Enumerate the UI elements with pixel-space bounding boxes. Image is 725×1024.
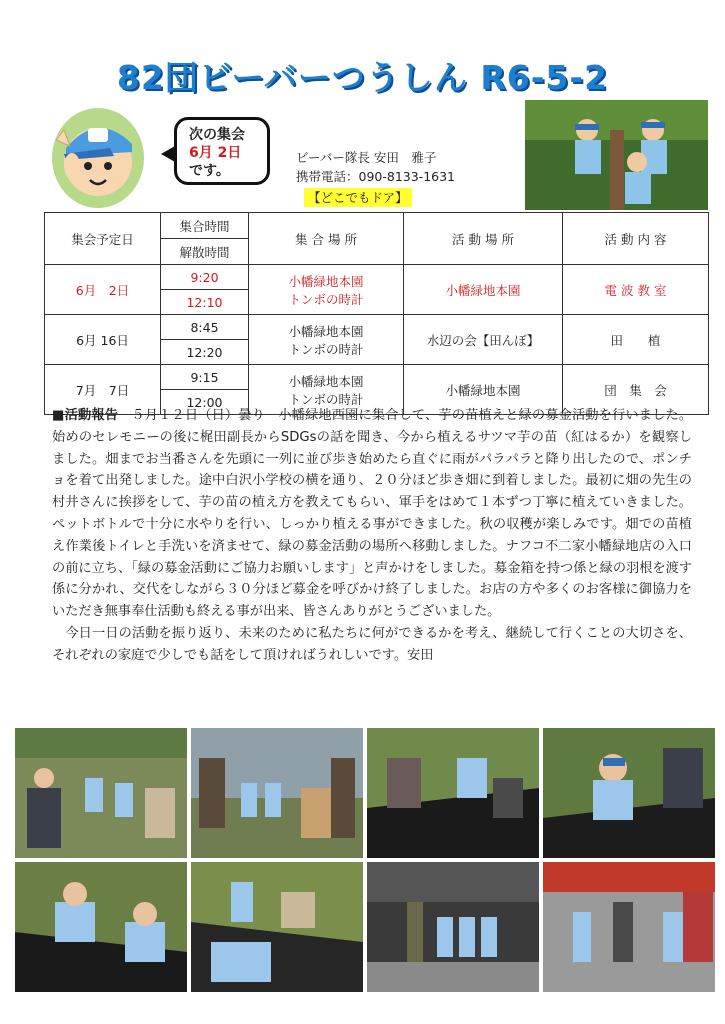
next-meeting-date: 6月 2日: [189, 145, 242, 161]
bubble-line-3: です。: [189, 163, 230, 179]
leader-phone: 携帯電話：090-8133-1631: [296, 169, 456, 184]
row-gather-place: [249, 265, 404, 315]
bubble-line-1: 次の集会: [189, 127, 245, 143]
header-activity: 活 動 内 容: [563, 213, 709, 265]
row-gather-place-line2: トンボの時計: [288, 341, 364, 357]
row-gather-place-line2: トンボの時計: [288, 391, 364, 407]
table-row: [45, 265, 709, 290]
activity-report: [52, 405, 692, 667]
photo-group-gathering: [191, 728, 363, 858]
report-paragraph-2: 今日一日の活動を振り返り、未来のために私たちに何ができるかを考え、継続して行くことの大切さを、それぞれの家庭で少しでも話をして頂ければうれしいです。安田: [52, 625, 692, 663]
report-paragraph-1: ５月１２日（日）曇り 小幡緑地西園に集合して、芋の苗植えと緑の募金活動を行いました。始めのセレモニーの後に梶田副長からSDGsの話を聞き、今から植えるサツマ芋の苗（紅はるか）を観察しました。畑までお当番さんを先頭に一列に並び歩き始めたら直ぐに雨がパラパラと降り出したので、ポンチョを着て出発しました。途中白沢小学校の横を通り、２０分ほど歩き畑に到着しました。最初に畑の先生の村井さんに挨拶をして、芋の苗の植え方を教えてもらい、軍手をはめて１本ずつ丁寧に植えていきました。ペットボトルで十分に水やりを行い、しっかり植える事ができました。秋の収穫が楽しみです。畑での苗植え作業後トイレと手洗いを済ませて、緑の募金活動の場所へ移動しました。ナフコ不二家小幡緑地店の入口の前に立ち、「緑の募金活動にご協力お願いします」と声かけをしました。募金箱を持つ係と緑の羽根を渡す係に分かれ、交代をしながら３０分ほど募金を呼びかけ終了しました。お店の方や多くのお客様に御協力をいただき無事奉仕活動も終える事が出来、皆さんありがとうございました。: [52, 408, 692, 620]
row-start-time: 9:20: [161, 265, 249, 290]
row-activity-place: 小幡緑地本園: [404, 265, 563, 315]
row-date: 6月 2日: [45, 265, 161, 315]
photo-boy-planting: [543, 728, 715, 858]
photo-kneeling-planting: [15, 862, 187, 992]
header-gather-time: 集合時間: [161, 213, 249, 239]
report-heading: ■活動報告: [52, 408, 119, 423]
row-gather-place: [249, 315, 404, 365]
row-gather-place-line1: 小幡緑地本園: [288, 323, 364, 339]
leader-tag: 【どこでもドア】: [304, 188, 412, 207]
photo-planting-black-sheet: [367, 728, 539, 858]
activity-photo-gallery: [15, 728, 715, 992]
schedule-table: [44, 212, 709, 415]
newsletter-title: 82団ビーバーつうしん R6-5-2: [116, 58, 609, 97]
table-row: [45, 365, 709, 390]
leader-name: ビーバー隊長 安田 雅子: [296, 150, 437, 165]
row-start-time: 8:45: [161, 315, 249, 340]
row-gather-place-line1: 小幡緑地本園: [288, 373, 364, 389]
row-end-time: 12:20: [161, 340, 249, 365]
next-meeting-speech-bubble: [174, 117, 270, 185]
row-start-time: 9:15: [161, 365, 249, 390]
row-end-time: 12:00: [161, 390, 249, 415]
table-row: [45, 315, 709, 340]
photo-field-work: [191, 862, 363, 992]
row-activity: 電 波 教 室: [563, 265, 709, 315]
row-activity-place: 小幡緑地本園: [404, 365, 563, 415]
header-activity-place: 活 動 場 所: [404, 213, 563, 265]
photo-store-entrance-fundraising: [367, 862, 539, 992]
row-activity-place: 水辺の会【田んぼ】: [404, 315, 563, 365]
photo-field-scouts: [15, 728, 187, 858]
photo-donation-collection: [543, 862, 715, 992]
row-gather-place-line1: 小幡緑地本園: [288, 273, 364, 289]
header-gather-place: 集 合 場 所: [249, 213, 404, 265]
beaver-scout-mascot-image: [48, 100, 148, 210]
row-activity: 団 集 会: [563, 365, 709, 415]
row-activity: 田 植: [563, 315, 709, 365]
header-dismiss-time: 解散時間: [161, 239, 249, 265]
row-date: 7月 7日: [45, 365, 161, 415]
header-date: 集会予定日: [45, 213, 161, 265]
scouts-in-tree-photo: [525, 100, 708, 210]
row-end-time: 12:10: [161, 290, 249, 315]
row-gather-place-line2: トンボの時計: [288, 291, 364, 307]
row-date: 6月 16日: [45, 315, 161, 365]
leader-contact: [296, 148, 455, 207]
